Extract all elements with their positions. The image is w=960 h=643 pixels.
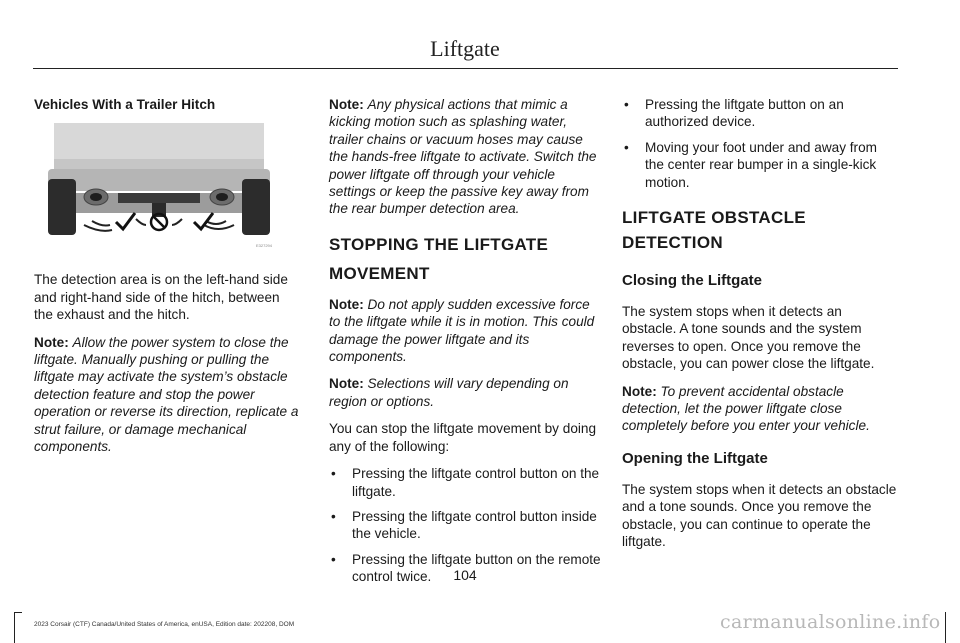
subheading-trailer-hitch: Vehicles With a Trailer Hitch [34,97,216,112]
figure-code: E327294 [255,243,272,249]
note-power-close [34,334,302,456]
list-item: • Pressing the liftgate control button on the liftgate. [329,465,601,500]
opening-paragraph: The system stops when it detects an obstacle and a tone sounds. Once you remove the obstacle, you can continue to operate the liftgate. [622,481,897,550]
note-text: Do not apply sudden excessive force to the liftgate while it is in motion. This could damage the power liftgate and its components. [329,296,595,365]
note-label: Note: [329,296,364,312]
list-item: • Pressing the liftgate control button inside the vehicle. [329,508,601,543]
crop-mark [14,612,22,613]
column-2 [329,96,601,596]
list-item: • Pressing the liftgate button on an authorized device. [622,96,897,131]
subheading-opening: Opening the Liftgate [622,449,768,467]
note-excessive-force [329,296,601,366]
column-3 [622,96,897,561]
stop-methods-list-continued [622,96,897,191]
column-1 [34,96,302,465]
note-label: Note: [329,97,364,112]
section-heading-stopping-line2: MOVEMENT [329,263,430,283]
note-text: Any physical actions that mimic a kicking motion such as splashing water, trailer chains or vacuum hoses may cause the hands-free liftgate to activate. Switch the power liftgate off through your vehicle settings or keep the passive key away from the rear bumper detection area. [329,97,597,217]
crop-mark [14,612,15,643]
note-accidental-detection [622,383,897,435]
page-title: Liftgate [430,36,500,61]
note-text: Selections will vary depending on region or options. [329,376,569,409]
detection-area-paragraph: The detection area is on the left-hand side and right-hand side of the hitch, between the exhaust and the hitch. [34,272,288,323]
crop-mark [945,612,946,643]
watermark: carmanualsonline.info [720,611,941,633]
note-text: Allow the power system to close the liftgate. Manually pushing or pulling the liftgate may activate the system’s obstacle detection feature and stop the power operation or reverse its direction, replicate a strut failure, or damage mechanical components. [34,334,299,455]
closing-paragraph: The system stops when it detects an obstacle. A tone sounds and the system reverses to open. Once you remove the obstacle, you can power close the liftgate. [622,304,875,372]
edition-footer: 2023 Corsair (CTF) Canada/United States of America, enUSA, Edition date: 202208, DOM [34,621,295,628]
section-heading-stopping-line1: STOPPING THE LIFTGATE [329,234,549,254]
list-item: • Moving your foot under and away from the center rear bumper in a single-kick motion. [622,139,897,191]
list-item: • Pressing the liftgate button on the remote control twice. [329,551,601,586]
page-number: 104 [453,567,477,583]
note-kicking-motion [329,96,601,218]
header-rule [33,68,898,69]
section-heading-obstacle-detection: LIFTGATE OBSTACLE DETECTION [622,208,806,253]
subheading-closing: Closing the Liftgate [622,272,762,290]
note-text: To prevent accidental obstacle detection, let the power liftgate close completely before you enter your vehicle. [622,383,870,434]
note-label: Note: [622,383,657,399]
stop-movement-paragraph: You can stop the liftgate movement by doing any of the following: [329,421,597,454]
note-selections [329,375,601,410]
note-label: Note: [34,334,69,350]
note-label: Note: [329,376,364,392]
rear-bumper-illustration [34,121,284,251]
